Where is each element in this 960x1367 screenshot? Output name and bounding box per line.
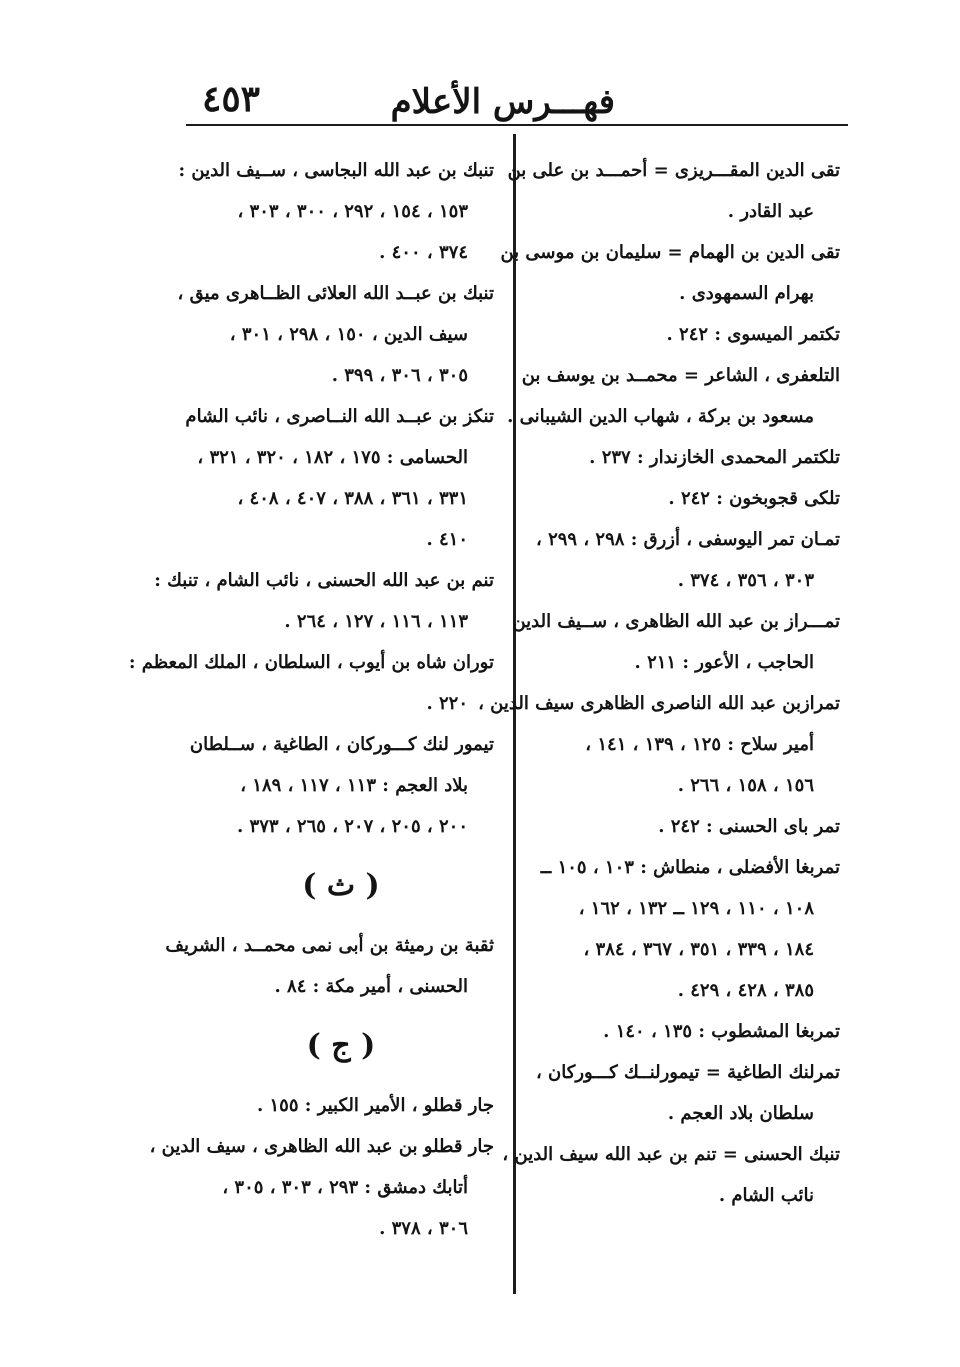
entry-line: الحسنى ، أمير مكة : ٨٤ . xyxy=(274,976,468,997)
entry-line: تمربغا المشطوب : ١٣٥ ، ١٤٠ . xyxy=(603,1021,840,1042)
entry-line: ٣٨٥ ، ٤٢٨ ، ٤٢٩ . xyxy=(677,980,814,1001)
section-letter-jim: ( ج ) xyxy=(306,1028,376,1063)
entry-line: تنبك بن عبد الله البجاسى ، ســيف الدين : xyxy=(178,160,494,181)
entry-line: ٣٣١ ، ٣٦١ ، ٣٨٨ ، ٤٠٧ ، ٤٠٨ ، xyxy=(237,488,468,509)
page-number: ٤٥٣ xyxy=(202,78,261,120)
entry-line: تمرلنك الطاغية = تيمورلنــك كـــوركان ، xyxy=(535,1062,840,1083)
entry-line: ثقبة بن رميثة بن أبى نمى محمــد ، الشريف xyxy=(165,935,494,956)
index-entry xyxy=(536,1011,840,1052)
entry-line: تنبك الحسنى = تنم بن عبد الله سيف الدين ، xyxy=(502,1144,840,1165)
entry-line: تقى الدين المقـــريزى = أحمـــد بن على بن xyxy=(507,160,840,181)
page-header xyxy=(190,72,840,132)
index-entry xyxy=(154,560,494,642)
entry-line: تمر باى الحسنى : ٢٤٢ . xyxy=(658,816,840,837)
entry-line: جار قطلو بن عبد الله الظاهرى ، سيف الدين ، xyxy=(149,1136,494,1157)
index-entry xyxy=(502,1134,840,1216)
entry-line: ٢٢٠ . xyxy=(426,693,468,714)
entry-line: تكتمر الميسوى : ٢٤٢ . xyxy=(666,324,840,345)
entry-line: ٣٠٣ ، ٣٥٦ ، ٣٧٤ . xyxy=(677,570,814,591)
entry-line: ٢٠٠ ، ٢٠٥ ، ٢٠٧ ، ٢٦٥ ، ٣٧٣ . xyxy=(237,816,468,837)
entry-line: تلكتمر المحمدى الخازندار : ٢٣٧ . xyxy=(589,447,840,468)
page-title: فهـــرس الأعلام xyxy=(390,82,615,122)
entry-line: تلكى قجوبخون : ٢٤٢ . xyxy=(668,488,840,509)
index-entry xyxy=(507,355,840,437)
index-column-right xyxy=(478,150,840,1216)
index-entry xyxy=(512,601,840,683)
index-entry xyxy=(188,724,494,847)
entry-line: أمير سلاح : ١٢٥ ، ١٣٩ ، ١٤١ ، xyxy=(585,734,814,755)
entry-line: تمـان تمر اليوسفى ، أزرق : ٢٩٨ ، ٢٩٩ ، xyxy=(535,529,840,550)
entry-line: التلعفرى ، الشاعر = محمــد بن يوسف بن xyxy=(521,365,840,386)
entry-line: بهرام السمهودى . xyxy=(679,283,814,304)
entry-line: ١٨٤ ، ٣٣٩ ، ٣٥١ ، ٣٦٧ ، ٣٨٤ ، xyxy=(583,939,814,960)
index-entry xyxy=(536,519,840,601)
entry-line: ١٥٦ ، ١٥٨ ، ٢٦٦ . xyxy=(677,775,814,796)
entry-line: ١٥٣ ، ١٥٤ ، ٢٩٢ ، ٣٠٠ ، ٣٠٣ ، xyxy=(237,201,468,222)
entry-line: نائب الشام . xyxy=(718,1185,814,1206)
index-entry xyxy=(536,437,840,478)
entry-line: ١٠٨ ، ١١٠ ، ١٢٩ ــ ١٣٢ ، ١٦٢ ، xyxy=(578,898,814,919)
entry-line: تنبك بن عبــد الله العلائى الظــاهرى ميق ، xyxy=(177,283,494,304)
entry-line: ٣٠٥ ، ٣٠٦ ، ٣٩٩ . xyxy=(331,365,468,386)
entry-line: ١١٣ ، ١١٦ ، ١٢٧ ، ٢٦٤ . xyxy=(284,611,468,632)
index-entry xyxy=(507,150,840,232)
index-entry xyxy=(188,1085,494,1126)
entry-line: تقى الدين بن الهمام = سليمان بن موسى بن xyxy=(500,242,840,263)
entry-line: مسعود بن بركة ، شهاب الدين الشيبانى . xyxy=(507,406,814,427)
entry-line: الحاجب ، الأعور : ٢١١ . xyxy=(634,652,814,673)
index-column-left xyxy=(128,150,494,1249)
entry-line: ٣٠٦ ، ٣٧٨ . xyxy=(379,1218,468,1239)
entry-line: ٣٧٤ ، ٤٠٠ . xyxy=(379,242,468,263)
entry-line: الحسامى : ١٧٥ ، ١٨٢ ، ٣٢٠ ، ٣٢١ ، xyxy=(197,447,468,468)
entry-line: تنكز بن عبــد الله النــاصرى ، نائب الشام xyxy=(185,406,494,427)
index-entry xyxy=(185,396,494,560)
index-entry xyxy=(500,232,840,314)
entry-line: تمـــراز بن عبد الله الظاهرى ، ســيف الدين xyxy=(512,611,840,632)
index-entry xyxy=(536,314,840,355)
entry-line: تمرازبن عبد الله الناصرى الظاهرى سيف الدين ، xyxy=(478,693,840,714)
entry-line: أتابك دمشق : ٢٩٣ ، ٣٠٣ ، ٣٠٥ ، xyxy=(222,1177,468,1198)
entry-line: تمربغا الأفضلى ، منطاش : ١٠٣ ، ١٠٥ ــ xyxy=(540,857,840,878)
index-entry xyxy=(536,847,840,1011)
entry-line: عبد القادر . xyxy=(727,201,814,222)
entry-line: سلطان بلاد العجم . xyxy=(667,1103,814,1124)
index-entry xyxy=(536,806,840,847)
index-entry xyxy=(149,1126,494,1249)
entry-line: ٤١٠ . xyxy=(426,529,468,550)
header-rule xyxy=(186,124,848,126)
section-letter-tha: ( ث ) xyxy=(302,868,380,903)
index-entry xyxy=(536,478,840,519)
entry-line: تنم بن عبد الله الحسنى ، نائب الشام ، تنبك : xyxy=(154,570,494,591)
index-entry xyxy=(177,273,494,396)
index-entry xyxy=(128,642,494,724)
index-entry xyxy=(478,683,840,806)
index-entry xyxy=(178,150,494,273)
entry-line: بلاد العجم : ١١٣ ، ١١٧ ، ١٨٩ ، xyxy=(240,775,468,796)
entry-line: توران شاه بن أيوب ، السلطان ، الملك المعظم : xyxy=(128,652,494,673)
entry-line: تيمور لنك كـــوركان ، الطاغية ، ســلطان xyxy=(189,734,494,755)
entry-line: جار قطلو ، الأمير الكبير : ١٥٥ . xyxy=(256,1095,494,1116)
index-entry xyxy=(165,925,494,1007)
index-entry xyxy=(536,1052,840,1134)
entry-line: سيف الدين ، ١٥٠ ، ٢٩٨ ، ٣٠١ ، xyxy=(229,324,468,345)
